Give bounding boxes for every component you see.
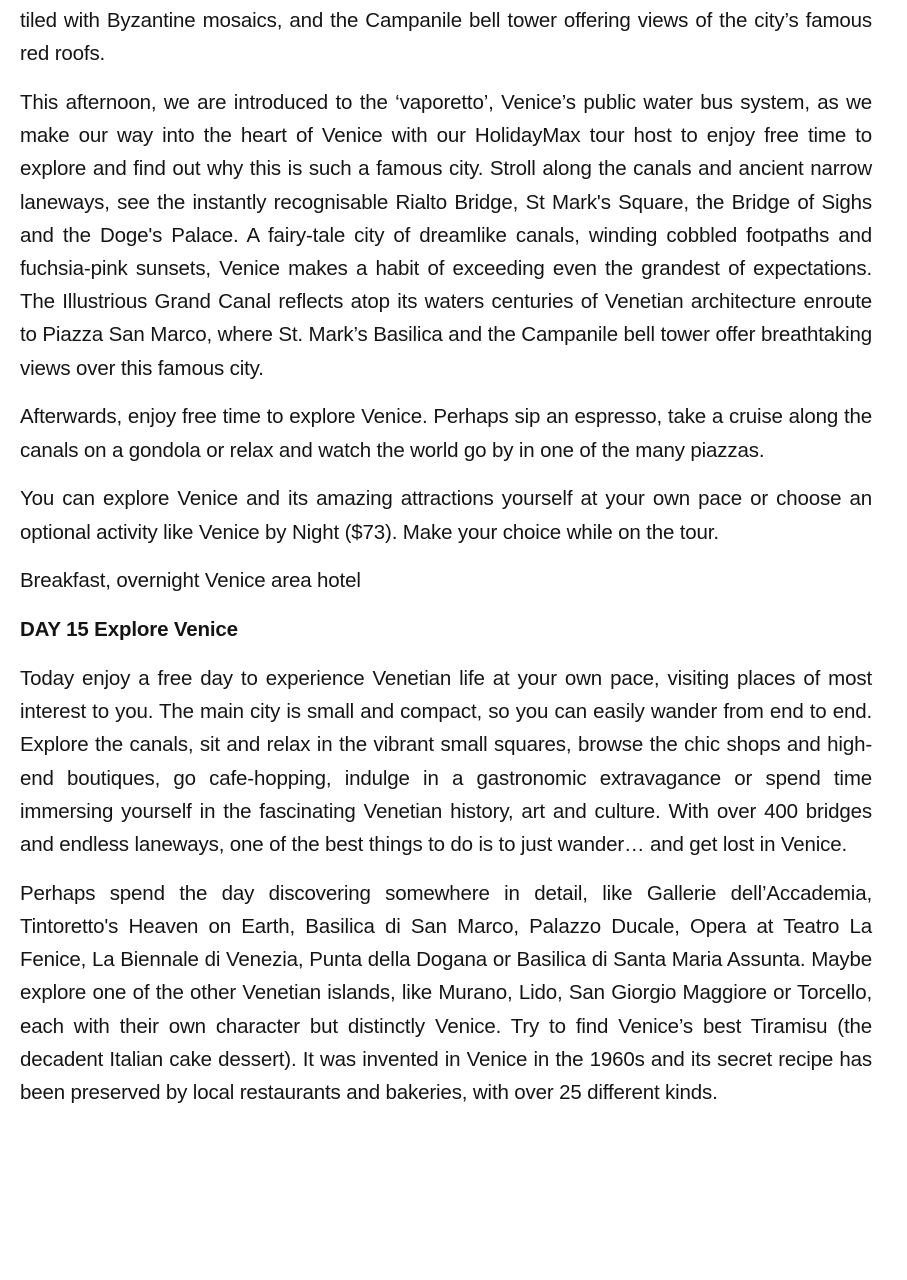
paragraph-free-time: Afterwards, enjoy free time to explore Venice. Perhaps sip an espresso, take a cruise along the canals on a gondola or relax and watch the world go by in one of the many piazzas. — [20, 405, 872, 462]
paragraph-discover-venice: Perhaps spend the day discovering somewhere in detail, like Gallerie dell’Accademia, Tintoretto's Heaven on Earth, Basilica di San Marco, Palazzo Ducale, Opera at Teatro La Fenice, La Biennale di Venezia, Punta della Dogana or Basilica di Santa Maria Assunta. Maybe explore one of the other Venetian islands, like Murano, Lido, San Giorgio Maggiore or Torcello, each with their own character but distinctly Venice. Try to find Venice’s best Tiramisu (the decadent Italian cake dessert). It was invented in Venice in the 1960s and its secret recipe has been preserved by local restaurants and bakeries, with over 25 different kinds. — [20, 881, 872, 1105]
paragraph-free-day: Today enjoy a free day to experience Venetian life at your own pace, visiting places of most interest to you. The main city is small and compact, so you can easily wander from end to end. Explore the canals, sit and relax in the vibrant small squares, browse the chic shops and high-end boutiques, go cafe-hopping, indulge in a gastronomic extravagance or spend time immersing yourself in the fascinating Venetian history, art and culture. With over 400 bridges and endless laneways, one of the best things to do is to just wander… and get lost in Venice. — [20, 667, 872, 857]
itinerary-document — [20, 4, 872, 1125]
paragraph-optional-activity: You can explore Venice and its amazing attractions yourself at your own pace or choose an optional activity like Venice by Night ($73). Make your choice while on the tour. — [20, 487, 872, 544]
paragraph-vaporetto-afternoon: This afternoon, we are introduced to the ‘vaporetto’, Venice’s public water bus system, as we make our way into the heart of Venice with our HolidayMax tour host to enjoy free time to explore and find out why this is such a famous city. Stroll along the canals and ancient narrow laneways, see the instantly recognisable Rialto Bridge, St Mark's Square, the Bridge of Sighs and the Doge's Palace. A fairy-tale city of dreamlike canals, winding cobbled footpaths and fuchsia-pink sunsets, Venice makes a habit of exceeding even the grandest of expectations. The Illustrious Grand Canal reflects atop its waters centuries of Venetian architecture enroute to Piazza San Marco, where St. Mark’s Basilica and the Campanile bell tower offer breathtaking views over this famous city. — [20, 91, 872, 380]
day-heading: DAY 15 Explore Venice — [20, 618, 238, 642]
paragraph-venice-arrival-continued: tiled with Byzantine mosaics, and the Campanile bell tower offering views of the city’s famous red roofs. — [20, 9, 872, 66]
meals-accommodation-note: Breakfast, overnight Venice area hotel — [20, 569, 361, 593]
